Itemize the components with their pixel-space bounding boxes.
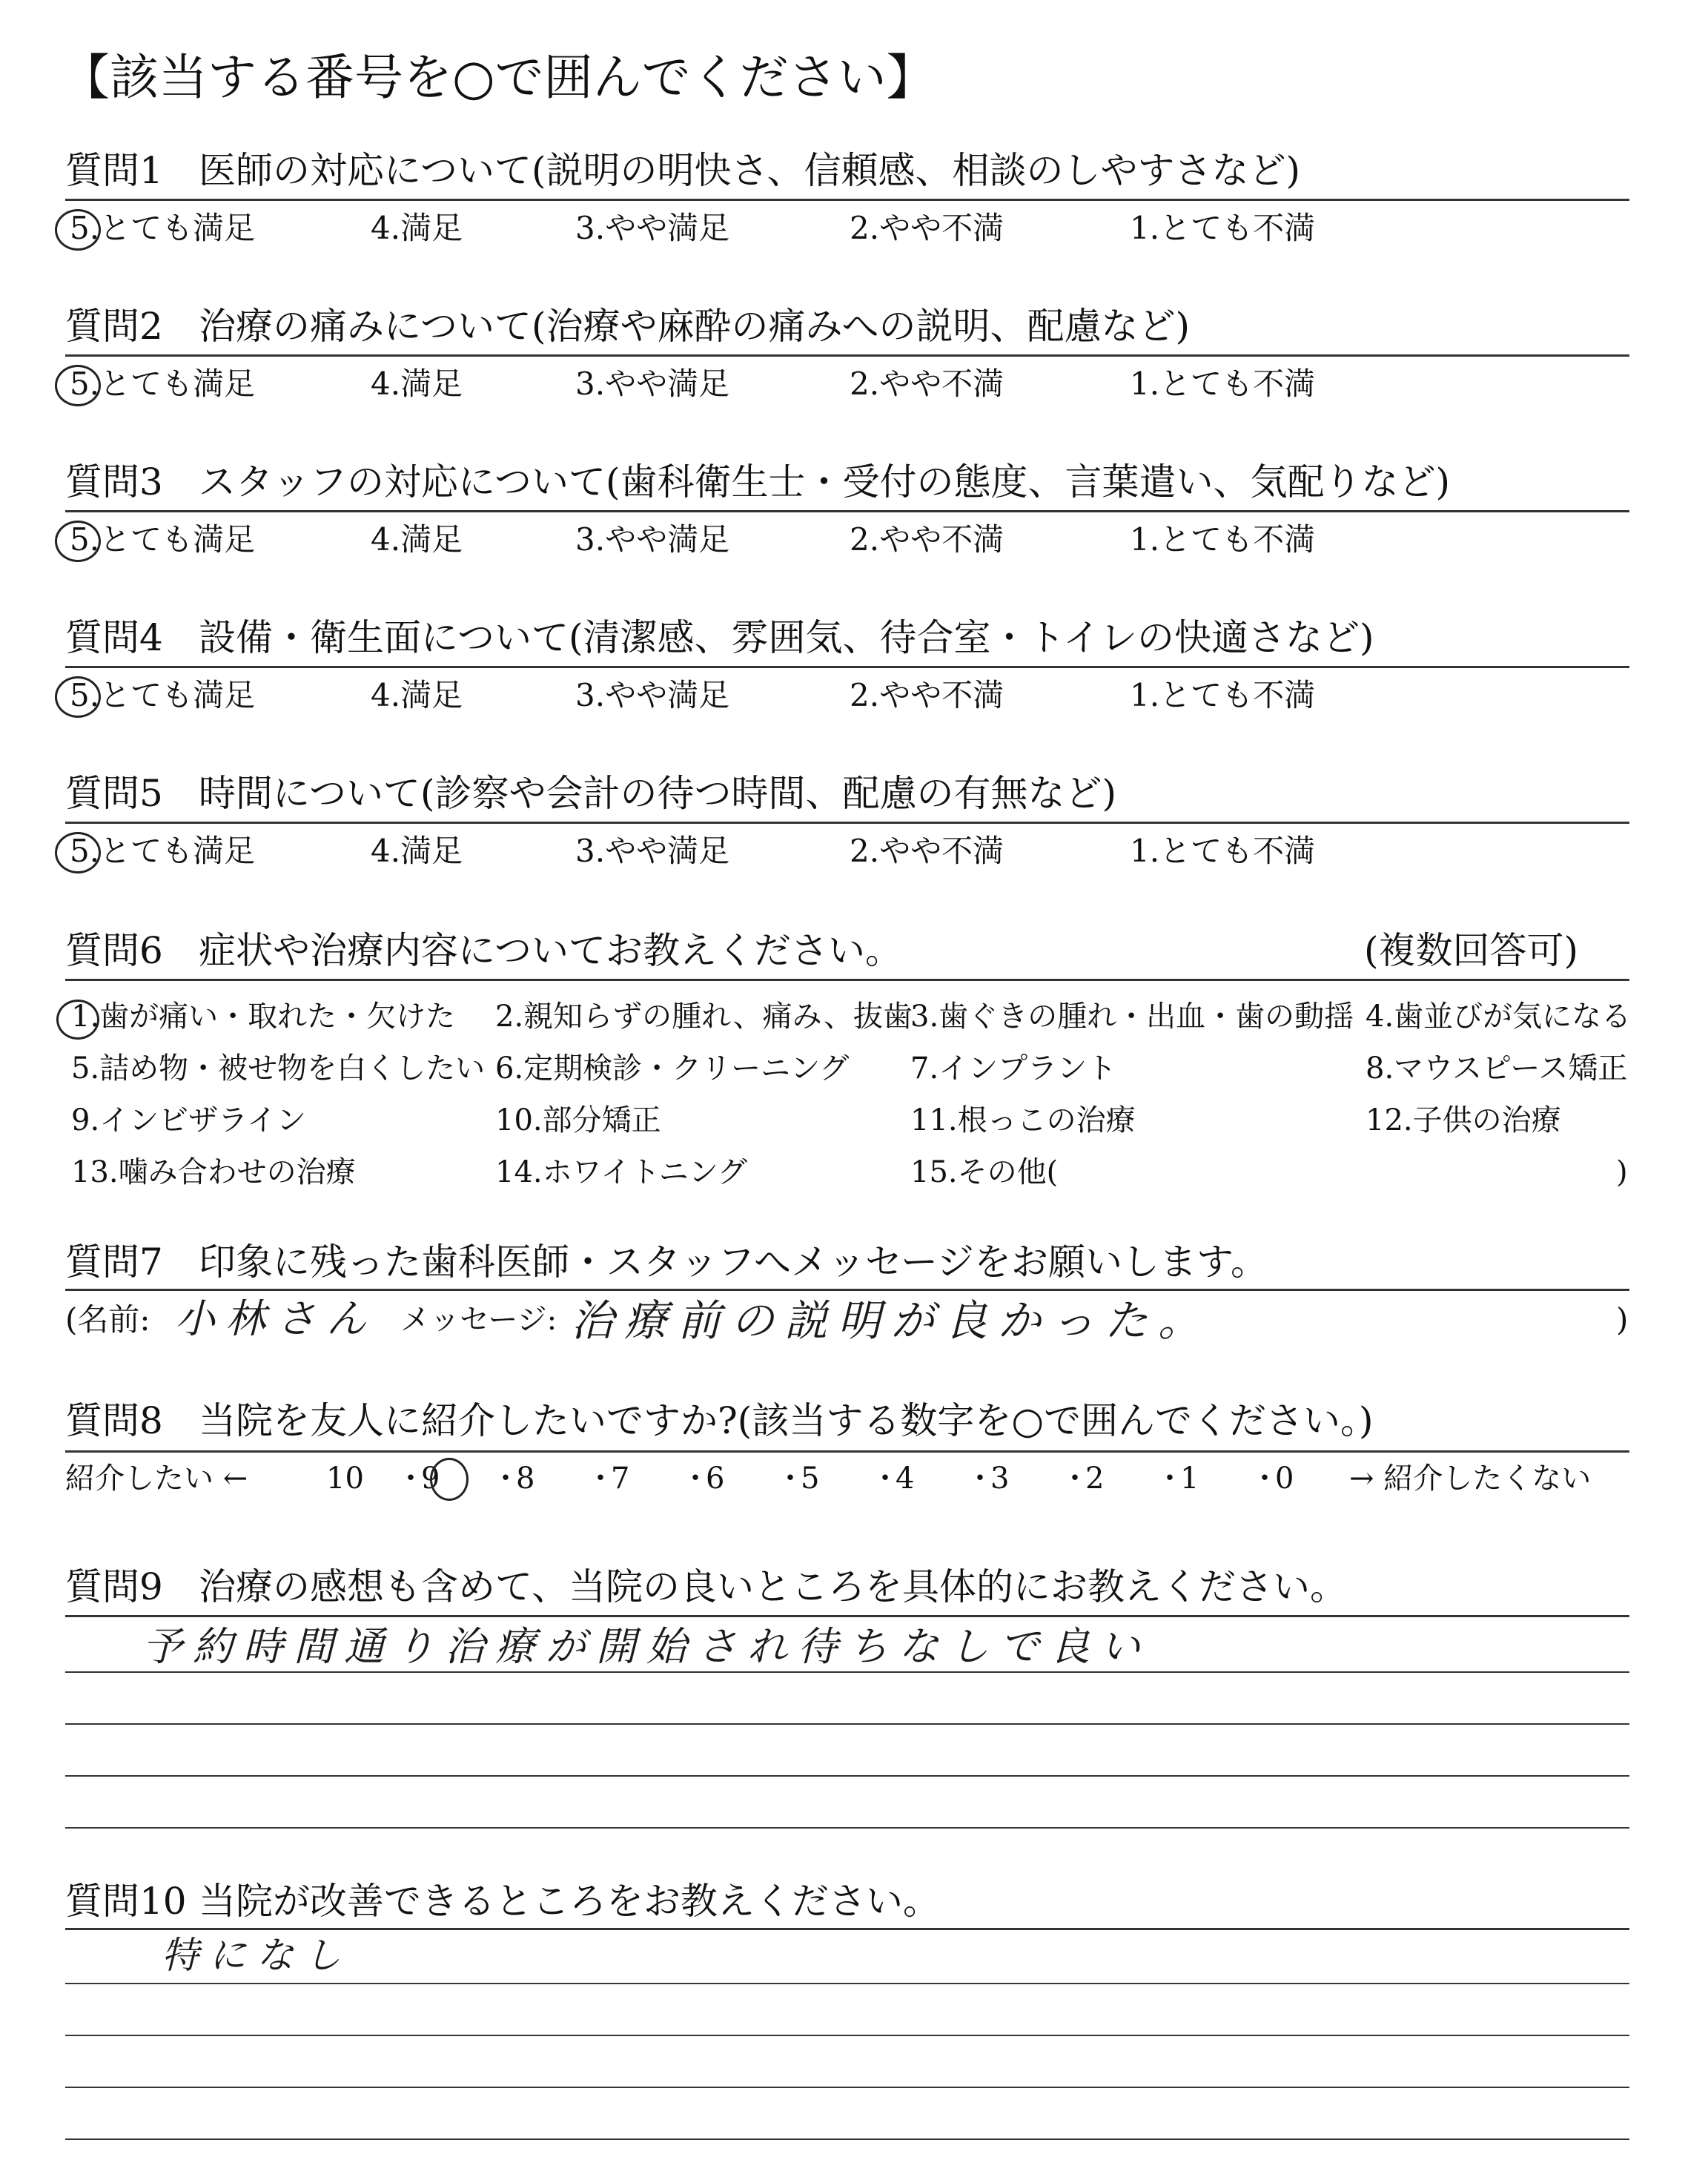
q2-option: 4.満足	[371, 366, 463, 402]
q9-number: 質問9	[65, 1565, 163, 1608]
q2-option: 1.とても不満	[1130, 366, 1316, 402]
q3-selected-circle	[55, 521, 101, 562]
q4-text: 設備・衛生面について(清潔感、雰囲気、待合室・トイレの快適さなど)	[199, 616, 1374, 659]
q8-scale-value: 7	[611, 1462, 630, 1496]
q1-text: 医師の対応について(説明の明快さ、信頼感、相談のしやすさなど)	[199, 149, 1301, 192]
q6-option: 6.定期検診・クリーニング	[495, 1051, 850, 1086]
q6-option: 3.歯ぐきの腫れ・出血・歯の動揺	[910, 1000, 1354, 1034]
q4-selected-circle	[55, 676, 101, 718]
q8-scale-separator: ・	[1060, 1462, 1090, 1496]
q2-text: 治療の痛みについて(治療や麻酔の痛みへの説明、配慮など)	[199, 305, 1191, 348]
q6-option: 1.歯が痛い・取れた・欠けた	[71, 1000, 456, 1034]
q8-scale-separator: ・	[1155, 1462, 1185, 1496]
q5-title	[65, 768, 1116, 819]
q7-text: 印象に残った歯科医師・スタッフへメッセージをお願いします。	[199, 1241, 1268, 1284]
q4-title	[65, 612, 1374, 663]
q8-scale-separator: ・	[396, 1462, 426, 1496]
q9-line-4	[65, 1827, 1629, 1829]
q8-scale-value: 9	[421, 1462, 440, 1496]
q4-divider	[65, 666, 1629, 668]
q1-option: 5.とても満足	[70, 210, 256, 246]
q1-number: 質問1	[65, 149, 163, 192]
q4-option: 2.やや不満	[850, 677, 1004, 713]
q8-scale-value: 4	[896, 1462, 915, 1496]
q7-close-paren: )	[1616, 1301, 1629, 1338]
q4-number: 質問4	[65, 616, 163, 659]
q6-selected-circle	[56, 1000, 99, 1040]
q5-divider	[65, 822, 1629, 824]
q2-divider	[65, 354, 1629, 357]
q4-option: 5.とても満足	[70, 677, 256, 713]
q8-scale-value: 3	[990, 1462, 1010, 1496]
q6-text: 症状や治療内容についてお教えください。	[199, 929, 902, 972]
q6-option: 13.噛み合わせの治療	[71, 1155, 356, 1189]
q4-option: 3.やや満足	[575, 677, 730, 713]
q6-note: (複数回答可)	[1364, 929, 1579, 972]
q10-text: 当院が改善できるところをお教えください。	[199, 1880, 940, 1923]
q1-option: 1.とても不満	[1130, 210, 1316, 246]
q6-option: 4.歯並びが気になる	[1366, 1000, 1632, 1034]
q3-divider	[65, 510, 1629, 512]
q3-option: 1.とても不満	[1130, 521, 1316, 558]
q8-scale-value: 1	[1180, 1462, 1199, 1496]
q5-option: 3.やや満足	[575, 833, 730, 869]
q8-number: 質問8	[65, 1399, 163, 1442]
q8-left-label: 紹介したい ←	[65, 1462, 248, 1496]
q8-scale-value: 5	[801, 1462, 820, 1496]
q9-divider	[65, 1615, 1629, 1617]
q7-title	[65, 1237, 1268, 1287]
q1-option: 4.満足	[371, 210, 463, 246]
q6-option: 10.部分矯正	[495, 1103, 661, 1137]
q7-divider	[65, 1289, 1629, 1291]
q9-line-1	[65, 1671, 1629, 1673]
q6-number: 質問6	[65, 929, 163, 972]
q10-answer: 特になし	[162, 1934, 351, 1977]
q2-option: 3.やや満足	[575, 366, 730, 402]
q6-option: )	[1616, 1155, 1628, 1189]
q6-option: 11.根っこの治療	[910, 1103, 1136, 1137]
q6-option: 9.インビザライン	[71, 1103, 306, 1137]
q8-scale-value: 10	[326, 1462, 364, 1496]
q6-option: 8.マウスピース矯正	[1366, 1051, 1628, 1086]
q1-title	[65, 145, 1300, 196]
q8-scale-separator: ・	[586, 1462, 615, 1496]
q7-name-value: 小林さん	[175, 1295, 377, 1342]
q5-option: 1.とても不満	[1130, 833, 1316, 869]
q6-option: 12.子供の治療	[1366, 1103, 1561, 1137]
q6-option: 7.インプラント	[910, 1051, 1117, 1086]
q7-name-label: (名前:	[65, 1301, 150, 1338]
q10-line-1	[65, 1983, 1629, 1984]
q8-title	[65, 1396, 1373, 1446]
q8-scale-value: 0	[1275, 1462, 1294, 1496]
q3-option: 4.満足	[371, 521, 463, 558]
q8-text: 当院を友人に紹介したいですか?(該当する数字を○で囲んでください。)	[199, 1399, 1374, 1442]
q2-title	[65, 301, 1190, 351]
q8-scale-value: 2	[1085, 1462, 1105, 1496]
q5-option: 5.とても満足	[70, 833, 256, 869]
q8-scale-value: 6	[706, 1462, 725, 1496]
q5-option: 2.やや不満	[850, 833, 1004, 869]
page-title: 【該当する番号を○で囲んでください】	[61, 49, 936, 106]
q4-option: 4.満足	[371, 677, 463, 713]
q8-right-label: → 紹介したくない	[1349, 1462, 1592, 1496]
q7-message-value: 治療前の説明が良かった。	[571, 1295, 1212, 1346]
q8-scale-value: 8	[516, 1462, 535, 1496]
q8-scale-separator: ・	[965, 1462, 995, 1496]
q10-line-2	[65, 2035, 1629, 2036]
q8-scale-separator: ・	[491, 1462, 520, 1496]
q9-line-2	[65, 1723, 1629, 1725]
q6-option: 14.ホワイトニング	[495, 1155, 748, 1189]
q6-option: 15.その他(	[910, 1155, 1059, 1189]
q2-selected-circle	[55, 365, 101, 406]
q5-option: 4.満足	[371, 833, 463, 869]
q2-option: 5.とても満足	[70, 366, 256, 402]
q9-line-3	[65, 1775, 1629, 1777]
q8-divider	[65, 1450, 1629, 1453]
q4-option: 1.とても不満	[1130, 677, 1316, 713]
q10-line-3	[65, 2087, 1629, 2088]
q6-title	[65, 925, 902, 976]
q8-scale-separator: ・	[681, 1462, 710, 1496]
q2-option: 2.やや不満	[850, 366, 1004, 402]
q3-option: 2.やや不満	[850, 521, 1004, 558]
q9-text: 治療の感想も含めて、当院の良いところを具体的にお教えください。	[199, 1565, 1347, 1608]
q1-selected-circle	[55, 209, 101, 251]
q8-selected-circle	[430, 1458, 469, 1501]
q3-option: 3.やや満足	[575, 521, 730, 558]
q9-title	[65, 1562, 1347, 1612]
q10-line-4	[65, 2138, 1629, 2140]
q8-scale-separator: ・	[775, 1462, 805, 1496]
q5-text: 時間について(診察や会計の待つ時間、配慮の有無など)	[199, 772, 1117, 815]
q6-option: 5.詰め物・被せ物を白くしたい	[71, 1051, 486, 1086]
q5-number: 質問5	[65, 772, 163, 815]
q6-option: 2.親知らずの腫れ、痛み、抜歯	[495, 1000, 913, 1034]
q2-number: 質問2	[65, 305, 163, 348]
q7-message-label: メッセージ:	[400, 1303, 557, 1337]
q7-number: 質問7	[65, 1241, 163, 1284]
q5-selected-circle	[55, 832, 101, 873]
q3-title	[65, 457, 1450, 507]
q8-scale-separator: ・	[870, 1462, 900, 1496]
q10-title	[65, 1876, 940, 1926]
q6-divider	[65, 979, 1629, 981]
q3-option: 5.とても満足	[70, 521, 256, 558]
q1-option: 3.やや満足	[575, 210, 730, 246]
q10-number: 質問10	[65, 1880, 187, 1923]
q3-number: 質問3	[65, 460, 163, 503]
q3-text: スタッフの対応について(歯科衛生士・受付の態度、言葉遣い、気配りなど)	[199, 460, 1451, 503]
q9-answer: 予約時間通り治療が開始され待ちなしで良い	[142, 1623, 1151, 1670]
q8-scale-separator: ・	[1250, 1462, 1280, 1496]
q1-divider	[65, 199, 1629, 201]
q1-option: 2.やや不満	[850, 210, 1004, 246]
